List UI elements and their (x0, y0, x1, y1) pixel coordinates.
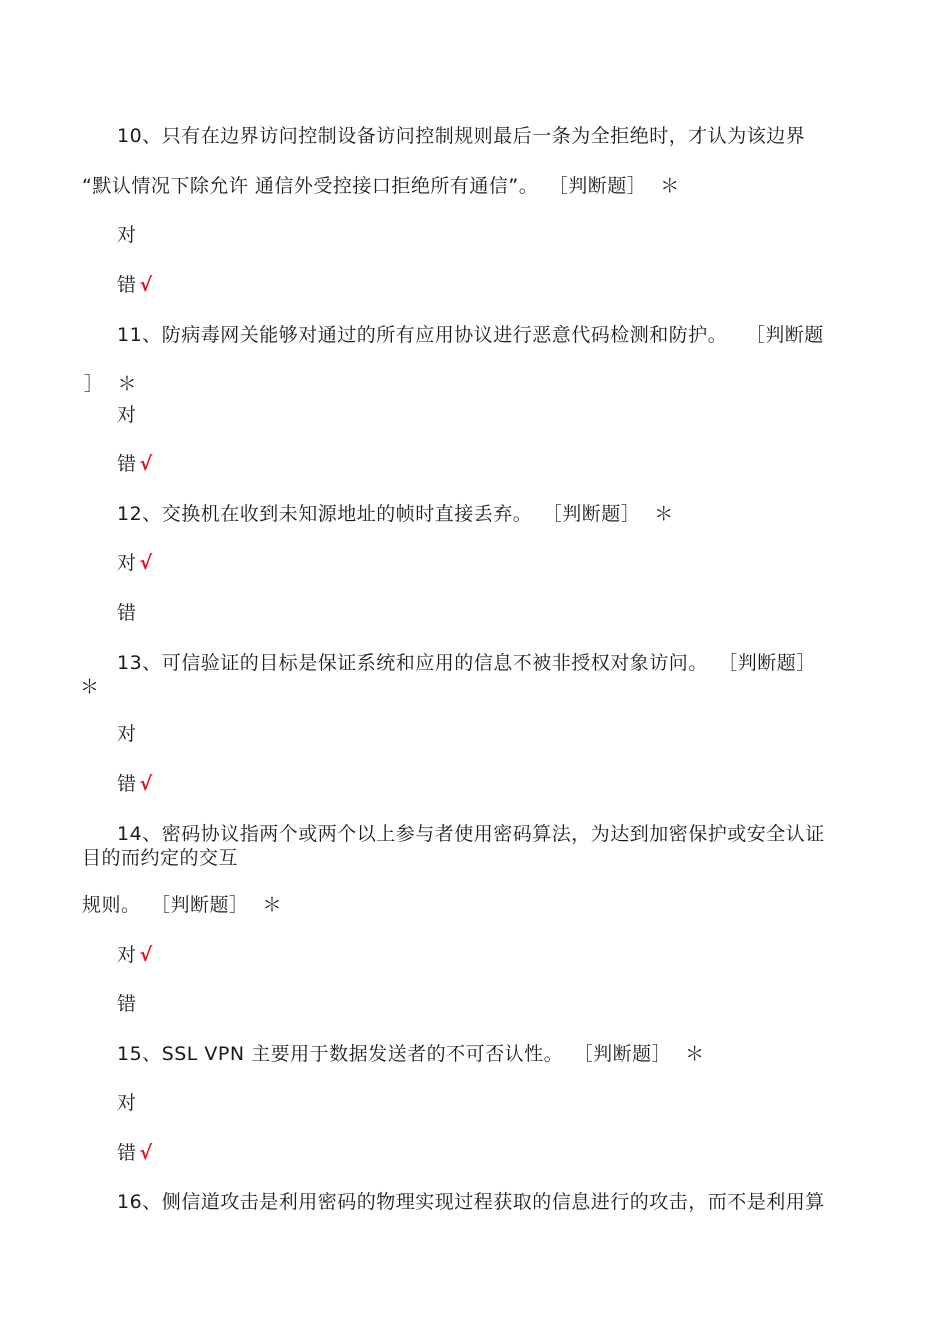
option-false[interactable] (117, 992, 137, 1016)
option-false[interactable] (117, 452, 153, 476)
option-label: 错 (117, 773, 137, 795)
question-type-tag: ［判断题 (755, 324, 824, 346)
correct-check-icon: √ (139, 944, 153, 966)
option-true[interactable] (117, 223, 137, 247)
option-true[interactable] (117, 551, 153, 575)
option-label: 对 (117, 404, 137, 426)
option-label: 对 (117, 552, 137, 574)
question-text: 目的而约定的交互 (82, 847, 239, 869)
question-16 (117, 1190, 825, 1214)
option-label: 错 (117, 274, 137, 296)
required-mark: ＊ (117, 373, 138, 395)
option-label: 对 (117, 723, 137, 745)
option-true[interactable] (117, 403, 137, 427)
question-10 (117, 124, 805, 148)
question-type-tag: ［判断题］ (552, 503, 641, 525)
question-11 (117, 323, 824, 347)
question-15 (117, 1042, 705, 1066)
option-false[interactable] (117, 273, 153, 297)
question-text: 可信验证的目标是保证系统和应用的信息不被非授权对象访问。 (161, 652, 708, 674)
option-label: 对 (117, 1092, 137, 1114)
option-true[interactable] (117, 943, 153, 967)
question-text: SSL VPN 主要用于数据发送者的不可否认性。 (161, 1043, 564, 1065)
required-mark: ＊ (685, 1043, 705, 1065)
option-label: 对 (117, 224, 137, 246)
question-number: 15、 (117, 1043, 162, 1065)
question-text: 密码协议指两个或两个以上参与者使用密码算法，为达到加密保护或安全认证 (161, 823, 825, 845)
question-14-line2 (82, 846, 238, 870)
question-text: 规则。 (82, 894, 141, 916)
option-false[interactable] (117, 772, 153, 796)
option-label: 对 (117, 944, 137, 966)
option-label: 错 (117, 993, 137, 1015)
question-number: 13、 (117, 652, 162, 674)
option-false[interactable] (117, 1141, 153, 1165)
question-text: 只有在边界访问控制设备访问控制规则最后一条为全拒绝时，才认为该边界 (161, 125, 806, 147)
required-mark: ＊ (660, 175, 680, 197)
option-true[interactable] (117, 722, 137, 746)
question-text: 交换机在收到未知源地址的帧时直接丢弃。 (161, 503, 533, 525)
option-label: 错 (117, 602, 137, 624)
correct-check-icon: √ (139, 274, 153, 296)
question-number: 11、 (117, 324, 162, 346)
option-label: 错 (117, 1142, 137, 1164)
question-number: 14、 (117, 823, 162, 845)
correct-check-icon: √ (139, 1142, 153, 1164)
question-type-tag: ［判断题］ (558, 175, 647, 197)
question-14 (117, 822, 825, 846)
question-11-line2 (84, 372, 137, 396)
question-12 (117, 502, 674, 526)
question-type-tag: ［判断题］ (583, 1043, 672, 1065)
required-mark: ＊ (654, 503, 674, 525)
question-type-tag: ［判断题］ (160, 894, 249, 916)
question-text: “默认情况下除允许 通信外受控接口拒绝所有通信”。 (82, 175, 539, 197)
correct-check-icon: √ (139, 552, 153, 574)
question-number: 12、 (117, 503, 162, 525)
question-text: 防病毒网关能够对通过的所有应用协议进行恶意代码检测和防护。 (161, 324, 728, 346)
question-10-line2 (82, 174, 680, 198)
correct-check-icon: √ (139, 453, 153, 475)
question-type-tag: ］ (84, 373, 104, 395)
correct-check-icon: √ (139, 773, 153, 795)
option-false[interactable] (117, 601, 137, 625)
question-number: 10、 (117, 125, 162, 147)
required-mark: ＊ (80, 676, 100, 698)
required-mark: ＊ (262, 894, 283, 916)
option-label: 错 (117, 453, 137, 475)
option-true[interactable] (117, 1091, 137, 1115)
question-13 (117, 651, 816, 675)
question-number: 16、 (117, 1191, 162, 1213)
question-type-tag: ［判断题］ (727, 652, 816, 674)
question-13-line2 (80, 675, 100, 699)
question-text: 侧信道攻击是利用密码的物理实现过程获取的信息进行的攻击，而不是利用算 (161, 1191, 825, 1213)
question-14-line3 (82, 893, 282, 917)
